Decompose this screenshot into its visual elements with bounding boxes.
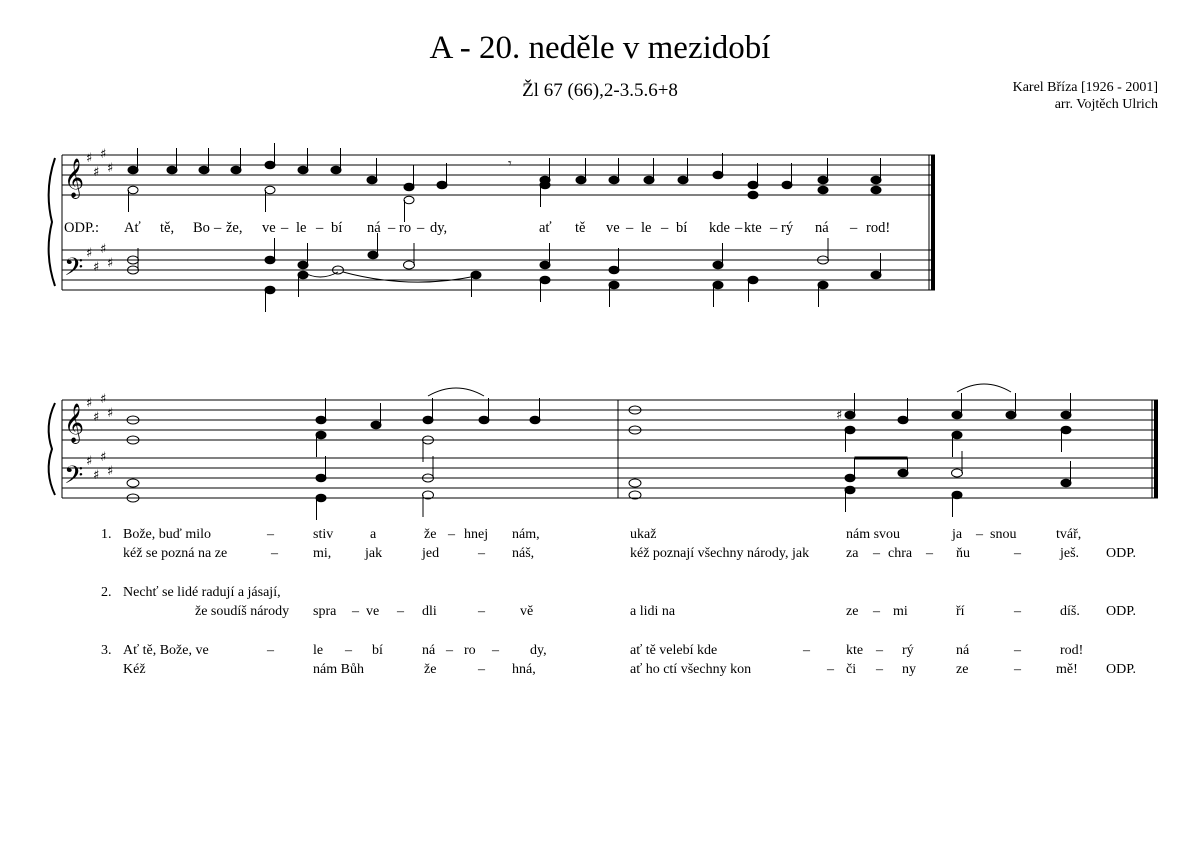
lyric-syllable: rod!: [866, 220, 891, 236]
svg-text:♯: ♯: [100, 147, 107, 162]
lyric-syllable: že: [424, 527, 437, 542]
lyric-syllable: mi: [893, 604, 908, 619]
response-lyrics: [64, 220, 890, 236]
lyric-syllable: –: [214, 220, 222, 236]
lyric-syllable: bí: [676, 220, 688, 236]
lyric-syllable: tě: [575, 220, 586, 236]
verses: [101, 527, 1136, 677]
lyric-syllable: le: [313, 643, 324, 658]
svg-text:♯: ♯: [86, 151, 93, 166]
lyric-syllable: ná: [367, 220, 381, 236]
lyric-syllable: chra: [888, 546, 913, 561]
lyric-syllable: –: [478, 662, 485, 677]
svg-text:♯: ♯: [86, 454, 93, 469]
arranger-credit: arr. Vojtěch Ulrich: [1054, 97, 1158, 112]
lyric-syllable: a: [370, 527, 377, 542]
lyric-syllable: rod!: [1060, 643, 1084, 658]
svg-text:♯: ♯: [107, 161, 114, 176]
lyric-syllable: –: [1014, 662, 1021, 677]
svg-text:𝄾: 𝄾: [508, 156, 512, 172]
lyric-syllable: náš,: [512, 546, 535, 561]
lyric-syllable: za: [846, 546, 859, 561]
system2-bass-notes: [127, 451, 1071, 520]
lyric-syllable: ro: [399, 220, 412, 236]
lyric-syllable: –: [827, 662, 834, 677]
lyric-syllable: –: [267, 527, 274, 542]
lyric-syllable: jed: [422, 546, 440, 561]
system1-bass-staff: [62, 250, 935, 290]
lyric-syllable: –: [397, 604, 404, 619]
lyric-syllable: –: [873, 604, 880, 619]
lyric-syllable: –: [1014, 604, 1021, 619]
lyric-syllable: –: [873, 546, 880, 561]
lyric-syllable: kéž poznají všechny národy, jak: [630, 546, 810, 561]
lyric-syllable: Bože, buď milo: [123, 527, 211, 542]
lyric-syllable: tě,: [160, 220, 175, 236]
lyric-syllable: –: [1014, 643, 1021, 658]
lyric-syllable: ja: [952, 527, 963, 542]
lyric-syllable: –: [976, 527, 983, 542]
lyric-syllable: ří: [956, 604, 965, 619]
system1-melody-notes: [128, 143, 881, 191]
svg-text:♯: ♯: [93, 410, 100, 425]
lyric-syllable: že: [424, 662, 437, 677]
svg-text:♯: ♯: [100, 242, 107, 257]
lyric-syllable: –: [626, 220, 634, 236]
lyric-syllable: mi,: [313, 546, 332, 561]
lyric-syllable: rý: [781, 220, 794, 236]
lyric-syllable: a lidi na: [630, 604, 676, 619]
lyric-syllable: že soudíš národy: [195, 604, 290, 619]
lyric-syllable: kte: [846, 643, 864, 658]
lyric-syllable: tvář,: [1056, 527, 1082, 542]
lyric-syllable: le: [296, 220, 307, 236]
lyric-syllable: dy,: [430, 220, 448, 236]
lyric-syllable: –: [661, 220, 669, 236]
lyric-syllable: –: [417, 220, 425, 236]
lyric-syllable: –: [352, 604, 359, 619]
lyric-syllable: nám svou: [846, 527, 901, 542]
svg-text:♯: ♯: [107, 256, 114, 271]
lyric-syllable: –: [1014, 546, 1021, 561]
lyric-syllable: –: [803, 643, 810, 658]
lyric-syllable: bí: [331, 220, 343, 236]
lyric-syllable: –: [876, 662, 883, 677]
lyric-syllable: že,: [226, 220, 243, 236]
lyric-syllable: jak: [365, 546, 383, 561]
lyric-syllable: Ať: [124, 220, 141, 236]
lyric-syllable: ňu: [956, 546, 970, 561]
svg-text:♯: ♯: [93, 260, 100, 275]
lyric-syllable: –: [926, 546, 933, 561]
lyric-syllable: ve: [606, 220, 620, 236]
lyric-syllable: –: [850, 220, 858, 236]
lyric-syllable: –: [770, 220, 778, 236]
lyric-syllable: kte: [744, 220, 762, 236]
lyric-syllable: ná: [422, 643, 436, 658]
lyric-syllable: ukaž: [630, 527, 657, 542]
response-label: ODP.:: [64, 220, 100, 236]
lyric-syllable: –: [267, 643, 274, 658]
lyric-syllable: ať tě velebí kde: [630, 643, 718, 658]
lyric-syllable: nám,: [512, 527, 540, 542]
lyric-syllable: či: [846, 662, 857, 677]
lyric-syllable: ješ.: [1060, 546, 1080, 561]
lyric-syllable: dy,: [530, 643, 547, 658]
lyric-syllable: rý: [902, 643, 914, 658]
system1-treble-staff: [62, 155, 935, 195]
system2-bass-staff: [62, 458, 1158, 498]
system1-bass-notes: [128, 233, 882, 312]
system2-melody-notes: [127, 393, 1071, 462]
lyric-syllable: Bo: [193, 220, 210, 236]
lyric-syllable: mě!: [1056, 662, 1078, 677]
svg-text:♯: ♯: [107, 464, 114, 479]
lyric-syllable: –: [478, 604, 485, 619]
system1-alto-notes: [128, 181, 881, 222]
lyric-syllable: –: [388, 220, 396, 236]
svg-text:♯: ♯: [93, 165, 100, 180]
lyric-syllable: –: [492, 643, 499, 658]
lyric-syllable: spra: [313, 604, 337, 619]
lyric-syllable: le: [641, 220, 652, 236]
lyric-syllable: nám Bůh: [313, 662, 364, 677]
lyric-syllable: –: [876, 643, 883, 658]
svg-text:♯: ♯: [100, 392, 107, 407]
lyric-syllable: –: [448, 527, 455, 542]
svg-text:♯: ♯: [107, 406, 114, 421]
lyric-syllable: hnej: [464, 527, 489, 542]
treble-clef-icon: 𝄞: [64, 158, 85, 198]
lyric-syllable: ODP.: [1106, 662, 1136, 677]
lyric-syllable: Nechť se lidé radují a jásají,: [123, 585, 281, 600]
system2-treble-staff: [62, 400, 1158, 440]
lyric-syllable: kéž se pozná na ze: [123, 546, 228, 561]
svg-text:♯: ♯: [100, 450, 107, 465]
lyric-syllable: –: [735, 220, 743, 236]
lyric-syllable: –: [478, 546, 485, 561]
page-title: A - 20. neděle v mezidobí: [429, 30, 771, 66]
svg-text:♯: ♯: [93, 468, 100, 483]
svg-text:♯: ♯: [836, 408, 843, 423]
lyric-syllable: Ať tě, Bože, ve: [123, 643, 209, 658]
lyric-syllable: –: [446, 643, 453, 658]
key-signature: [86, 147, 113, 483]
lyric-syllable: snou: [990, 527, 1017, 542]
lyric-syllable: stiv: [313, 527, 334, 542]
svg-text:♯: ♯: [86, 246, 93, 261]
lyric-syllable: díš.: [1060, 604, 1080, 619]
treble-clef-icon: 𝄞: [64, 403, 85, 443]
lyric-syllable: ať: [539, 220, 552, 236]
lyric-syllable: dli: [422, 604, 437, 619]
lyric-syllable: ze: [956, 662, 969, 677]
lyric-syllable: ve: [262, 220, 276, 236]
lyric-syllable: ODP.: [1106, 546, 1136, 561]
lyric-syllable: –: [316, 220, 324, 236]
lyric-syllable: hná,: [512, 662, 536, 677]
lyric-syllable: –: [345, 643, 352, 658]
lyric-syllable: ze: [846, 604, 859, 619]
bass-clef-icon: 𝄢: [64, 461, 84, 496]
lyric-syllable: ná: [956, 643, 970, 658]
lyric-syllable: ná: [815, 220, 829, 236]
svg-text:♯: ♯: [86, 396, 93, 411]
lyric-syllable: ve: [366, 604, 380, 619]
lyric-syllable: –: [271, 546, 278, 561]
lyric-syllable: Kéž: [123, 662, 146, 677]
lyric-syllable: vě: [520, 604, 534, 619]
lyric-syllable: ro: [464, 643, 476, 658]
bass-clef-icon: 𝄢: [64, 253, 84, 288]
verse-number: 1.: [101, 527, 112, 542]
lyric-syllable: ať ho ctí všechny kon: [630, 662, 752, 677]
verse-number: 3.: [101, 643, 112, 658]
lyric-syllable: bí: [372, 643, 383, 658]
lyric-syllable: –: [281, 220, 289, 236]
lyric-syllable: kde: [709, 220, 730, 236]
composer-credit: Karel Bříza [1926 - 2001]: [1012, 80, 1158, 95]
lyric-syllable: ny: [902, 662, 916, 677]
lyric-syllable: ODP.: [1106, 604, 1136, 619]
verse-number: 2.: [101, 585, 112, 600]
psalm-reference: Žl 67 (66),2-3.5.6+8: [522, 80, 678, 101]
